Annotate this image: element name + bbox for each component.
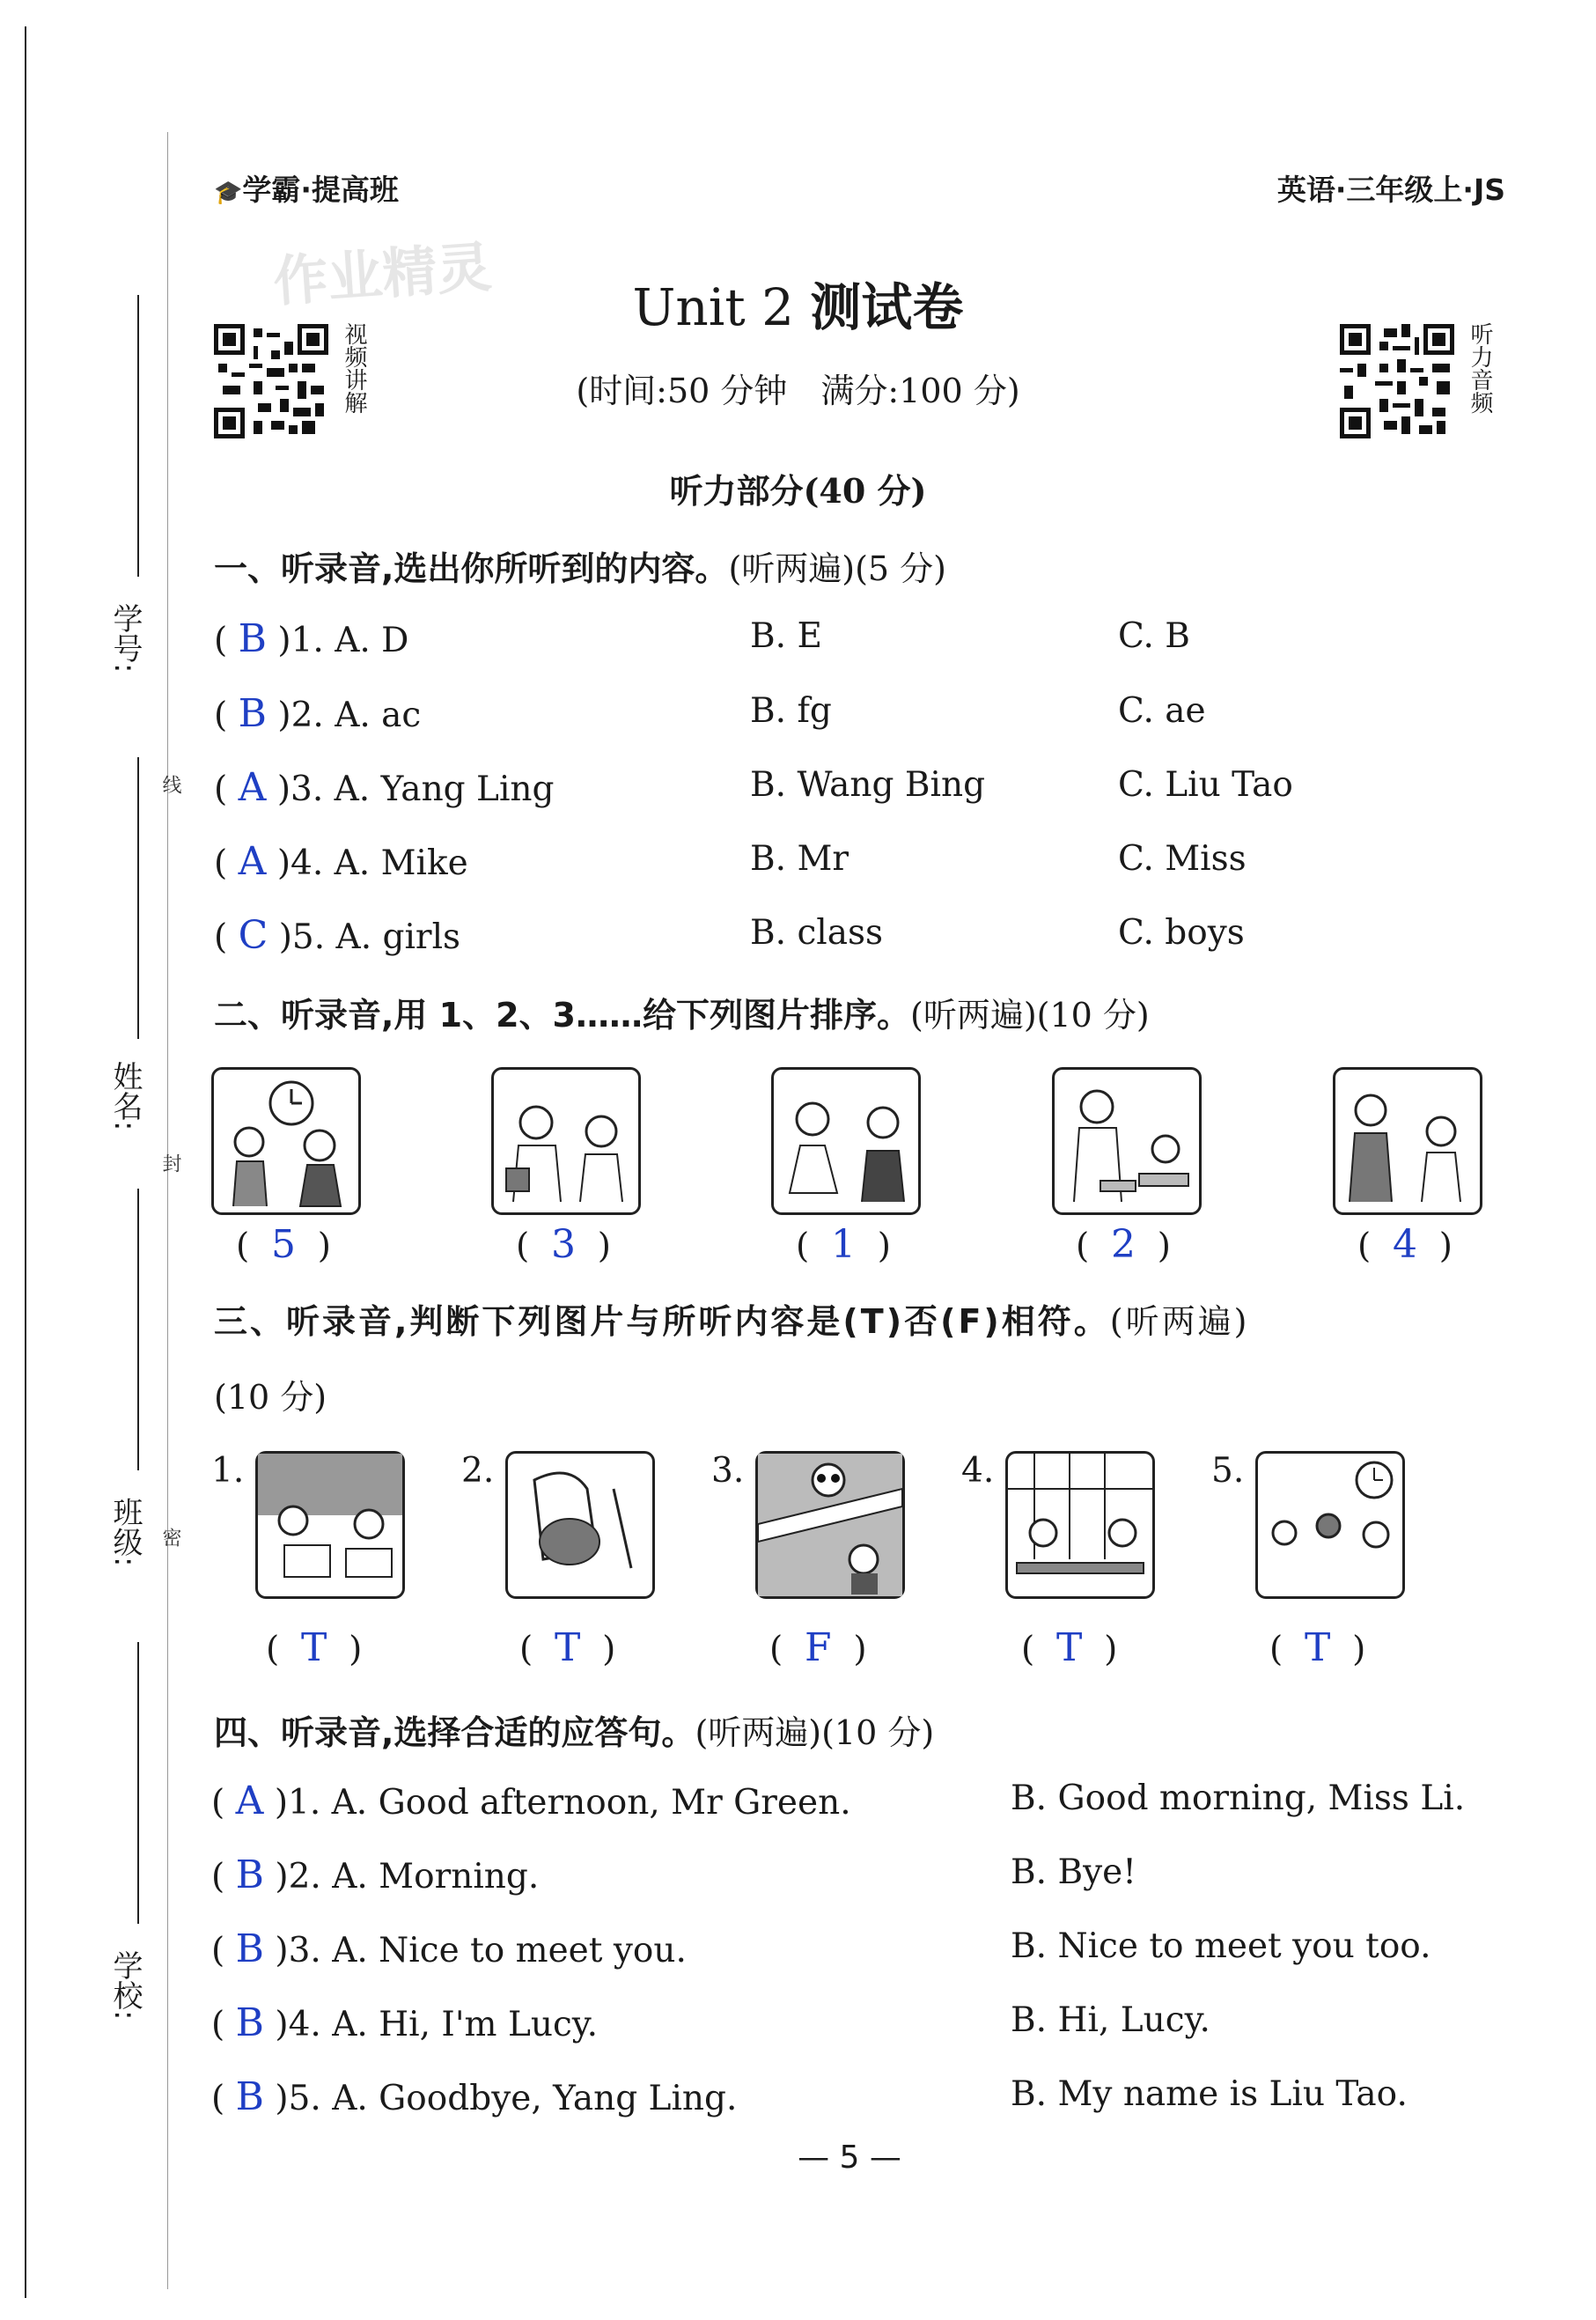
- section-3-picture-4: [1005, 1451, 1155, 1599]
- underline-xingming: [137, 757, 139, 1039]
- s4-q5: ( B )5. A. Goodbye, Yang Ling.: [211, 2074, 738, 2119]
- panda-icon: [813, 1464, 844, 1496]
- section-3-answer-4: ( T ): [1021, 1625, 1118, 1670]
- section-3-picture-5: [1255, 1451, 1405, 1599]
- qr-code-video-icon: [214, 324, 328, 438]
- section-2-picture-2: [491, 1067, 641, 1215]
- page-number: — 5 —: [798, 2140, 901, 2176]
- section-3-score: (10 分): [214, 1378, 327, 1417]
- section-2-answer-3: ( 1 ): [796, 1222, 892, 1267]
- s4-q4: ( B )4. A. Hi, I'm Lucy.: [211, 2000, 599, 2045]
- section-2-answer-4: ( 2 ): [1076, 1222, 1172, 1267]
- watermark: 作业精灵: [271, 234, 494, 314]
- s1-q5-b: B. class: [750, 913, 884, 953]
- section-3-picture-3: [755, 1451, 905, 1599]
- s4-q2-b: B. Bye!: [1011, 1852, 1136, 1892]
- label-xuexiao: 学校:: [107, 1950, 143, 2021]
- section-3-answer-2: ( T ): [519, 1625, 616, 1670]
- listening-part-title: 听力部分(40 分): [669, 471, 927, 511]
- s1-q1: ( B )1. A. D: [214, 616, 409, 661]
- cap-icon: 🎓: [214, 180, 243, 206]
- section-3-picture-2: [505, 1451, 655, 1599]
- s1-q3: ( A )3. A. Yang Ling: [214, 765, 555, 810]
- label-banji: 班级:: [107, 1497, 143, 1567]
- section-2-picture-5: [1333, 1067, 1482, 1215]
- section-4-title: 四、听录音,选择合适的应答句。(听两遍)(10 分): [214, 1713, 935, 1752]
- section-3-answer-5: ( T ): [1269, 1625, 1366, 1670]
- s4-q3: ( B )3. A. Nice to meet you.: [211, 1926, 687, 1971]
- section-3-answer-3: ( F ): [769, 1625, 867, 1670]
- section-2-picture-4: [1052, 1067, 1202, 1215]
- section-2-answer-2: ( 3 ): [516, 1222, 612, 1267]
- qr-code-audio-icon: [1340, 324, 1454, 438]
- s1-q2-c: C. ae: [1118, 691, 1206, 731]
- s1-q5: ( C )5. A. girls: [214, 913, 461, 958]
- section-3-title: 三、听录音,判断下列图片与所听内容是(T)否(F)相符。(听两遍): [214, 1302, 1250, 1341]
- section-3-num-2: 2.: [461, 1451, 495, 1491]
- s4-q3-b: B. Nice to meet you too.: [1011, 1926, 1431, 1966]
- time-score-info: (时间:50 分钟 满分:100 分): [576, 372, 1020, 410]
- s1-q1-c: C. B: [1118, 616, 1190, 656]
- page-title: Unit 2 测试卷: [632, 277, 964, 337]
- s1-q3-c: C. Liu Tao: [1118, 765, 1293, 805]
- label-feng: 封: [159, 1153, 181, 1173]
- section-2-picture-3: [771, 1067, 921, 1215]
- section-3-num-3: 3.: [711, 1451, 745, 1491]
- qr-label-audio: 听力音频: [1467, 322, 1493, 414]
- s4-q1-b: B. Good morning, Miss Li.: [1011, 1779, 1466, 1818]
- section-2-answer-5: ( 4 ): [1357, 1222, 1453, 1267]
- s4-q1: ( A )1. A. Good afternoon, Mr Green.: [211, 1779, 851, 1823]
- section-3-num-1: 1.: [211, 1451, 245, 1491]
- underline-xuexiao: [137, 1642, 139, 1924]
- s1-q3-b: B. Wang Bing: [750, 765, 986, 805]
- s4-q5-b: B. My name is Liu Tao.: [1011, 2074, 1408, 2114]
- underline-banji: [137, 1189, 139, 1470]
- section-3-answer-1: ( T ): [266, 1625, 363, 1670]
- section-3-picture-1: [255, 1451, 405, 1599]
- label-xian: 线: [159, 775, 181, 794]
- header-subject: 英语·三年级上·JS: [1276, 173, 1505, 207]
- section-3-num-4: 4.: [961, 1451, 995, 1491]
- label-xuehao: 学号:: [107, 603, 143, 674]
- s4-q2: ( B )2. A. Morning.: [211, 1852, 540, 1897]
- s1-q2-b: B. fg: [750, 691, 832, 731]
- s4-q4-b: B. Hi, Lucy.: [1011, 2000, 1210, 2040]
- s1-q2: ( B )2. A. ac: [214, 691, 422, 736]
- label-xingming: 姓名:: [107, 1061, 143, 1131]
- header-brand: 🎓学霸·提高班: [214, 173, 399, 207]
- s1-q4-b: B. Mr: [750, 839, 849, 879]
- s1-q4-c: C. Miss: [1118, 839, 1247, 879]
- section-2-answer-1: ( 5 ): [236, 1222, 332, 1267]
- label-mi: 密: [159, 1528, 181, 1547]
- s1-q1-b: B. E: [750, 616, 822, 656]
- section-1-title: 一、听录音,选出你所听到的内容。(听两遍)(5 分): [214, 549, 946, 588]
- qr-label-video: 视频讲解: [341, 322, 367, 414]
- s1-q5-c: C. boys: [1118, 913, 1245, 953]
- section-2-picture-1: [211, 1067, 361, 1215]
- s1-q4: ( A )4. A. Mike: [214, 839, 468, 884]
- section-3-num-5: 5.: [1211, 1451, 1245, 1491]
- section-2-title: 二、听录音,用 1、2、3……给下列图片排序。(听两遍)(10 分): [214, 996, 1150, 1035]
